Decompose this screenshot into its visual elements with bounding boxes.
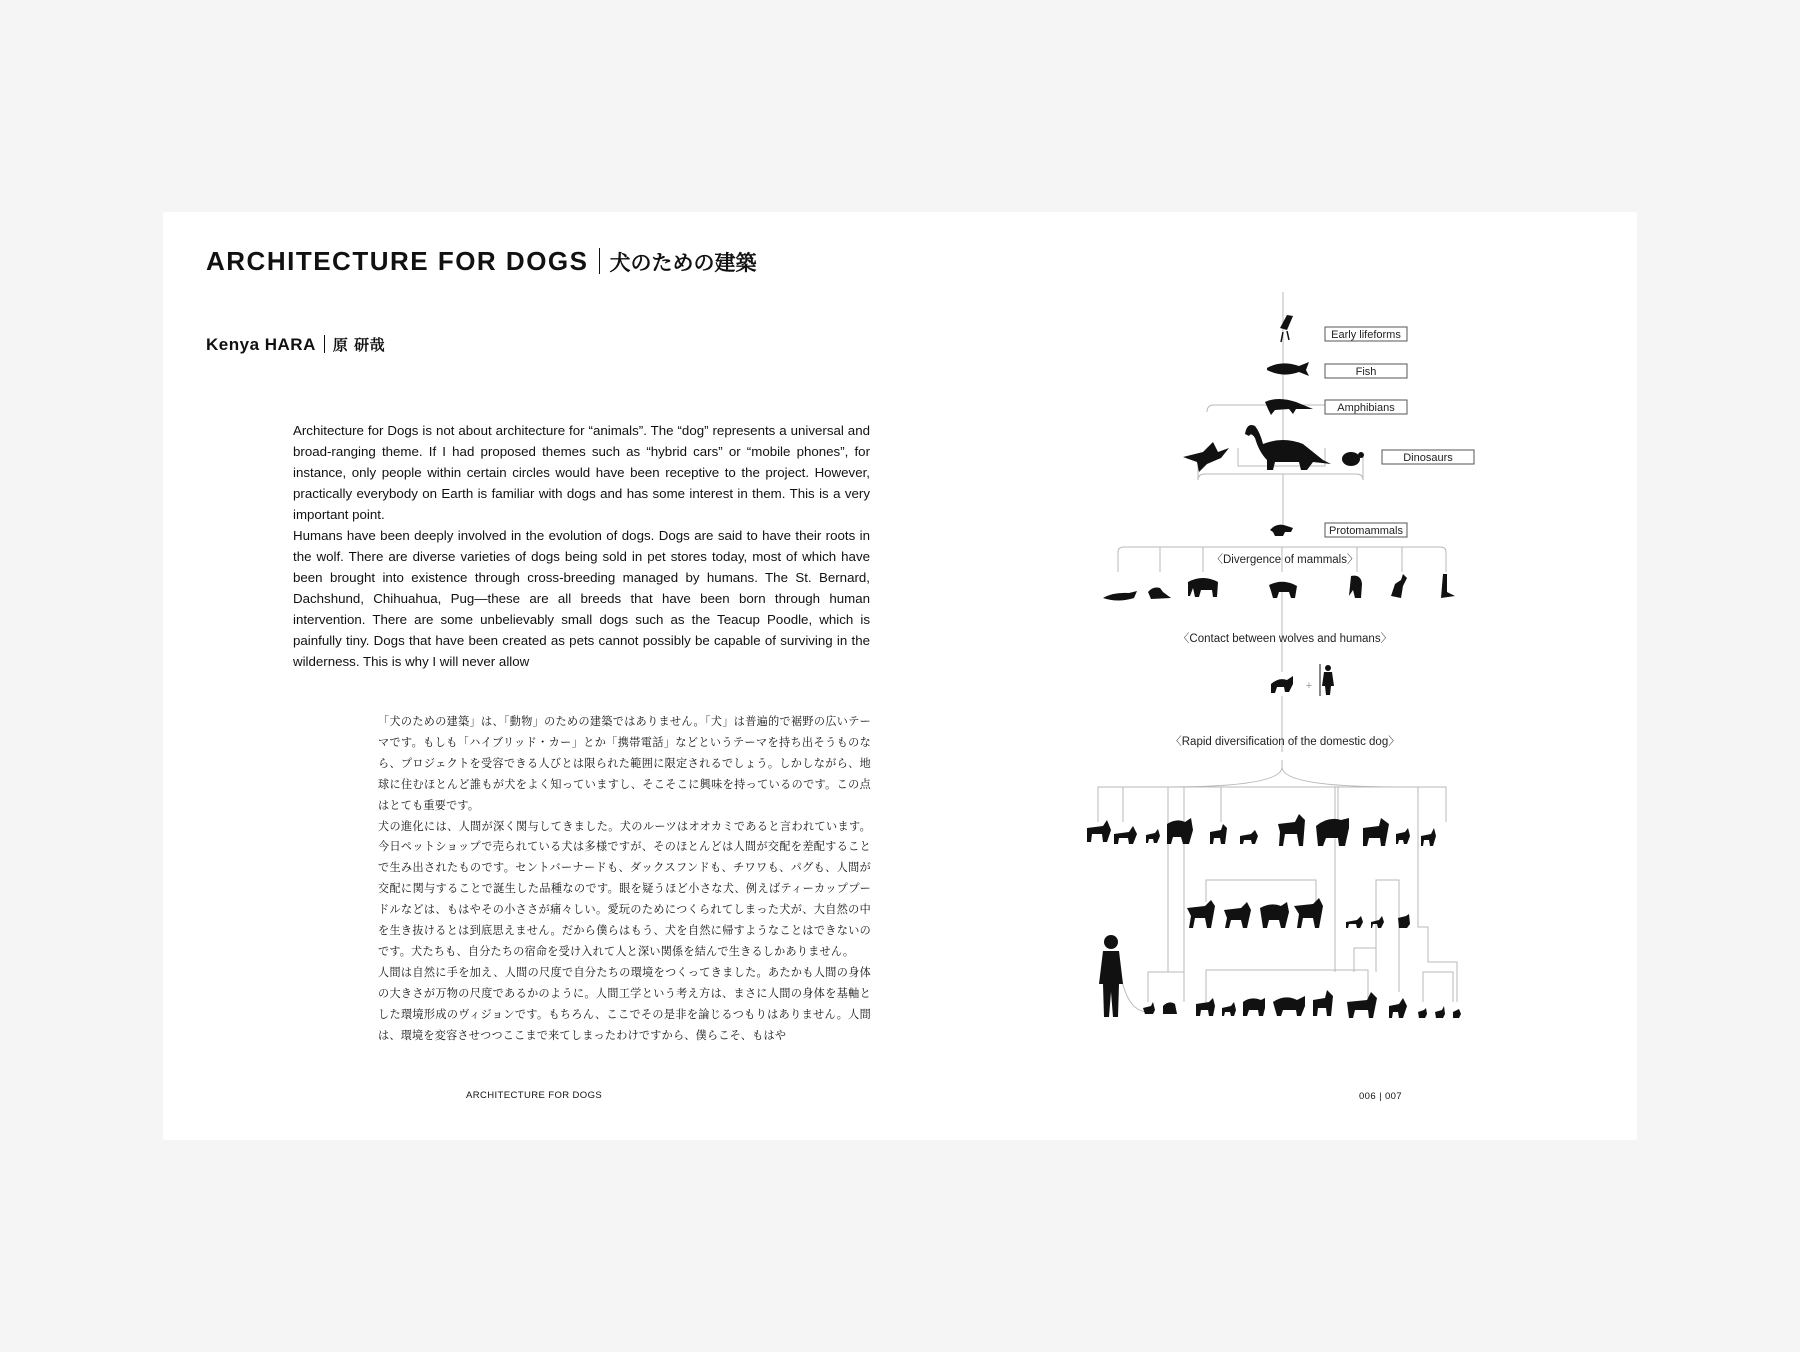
japanese-paragraph: 人間は自然に手を加え、人間の尺度で自分たちの環境をつくってきました。あたかも人間の身体の大きさが万物の尺度であるかのように。人間工学という考え方は、まさに人間の身体を基軸とした環境形成のヴィジョンです。もちろん、ここでその是非を論じるつもりはありません。人間は、環境を変容させつつここまで来てしまったわけですから、僕らこそ、もはや	[378, 965, 871, 1042]
english-paragraph: Architecture for Dogs is not about architecture for “animals”. The “dog” represents a universal and broad-ranging theme. If I had proposed themes such as “hybrid cars” or “mobile phones”, for instance, only people within certain circles would have been receptive to the project. However, practically everybody on Earth is familiar with dogs and has some interest in them. This is a very important point.	[293, 423, 870, 522]
dog-breed-icon	[1453, 1009, 1461, 1018]
dog-breed-icon	[1398, 914, 1410, 928]
dog-breed-icon	[1222, 1002, 1236, 1016]
caption-wolves-and-humans: 〈Contact between wolves and humans〉	[1177, 633, 1393, 645]
dog-breed-icon	[1167, 818, 1193, 844]
label-text: Amphibians	[1337, 402, 1395, 414]
label-text: Protomammals	[1329, 525, 1403, 537]
dog-breed-icon	[1294, 898, 1323, 928]
seal-icon	[1148, 588, 1171, 600]
early-lifeform-icon	[1280, 315, 1293, 342]
japanese-paragraph: 「犬のための建築」は、「動物」のための建築ではありません。「犬」は普遍的で裾野の広いテーマです。もしも「ハイブリッド・カー」とか「携帯電話」などというテーマを持ち出そうものなら、プロジェクトを受容できる人びとは限られた範囲に限定されるでしょう。しかしながら、地球に住むほとんど誰もが犬をよく知っていますし、そこそこに興味を持っているのです。この点はとても重要です。	[378, 715, 871, 812]
dog-breed-icon	[1396, 828, 1410, 844]
dog-breed-icon	[1240, 830, 1258, 844]
turtle-icon	[1342, 452, 1364, 466]
bear-icon	[1269, 582, 1297, 598]
dog-breed-icon	[1260, 902, 1289, 928]
label-fish	[1325, 364, 1407, 378]
title-en: ARCHITECTURE FOR DOGS	[206, 246, 589, 276]
dog-breed-icon	[1418, 1008, 1427, 1018]
kangaroo-icon	[1391, 574, 1407, 598]
amphibian-icon	[1265, 399, 1313, 415]
label-text: Early lifeforms	[1331, 329, 1401, 341]
dog-breed-icon	[1224, 902, 1251, 928]
page-numbers: 006 | 007	[1359, 1091, 1403, 1102]
label-text: Fish	[1355, 366, 1377, 378]
dog-breed-icon	[1316, 818, 1349, 846]
book-spread	[163, 212, 1637, 1140]
dog-breed-icon	[1146, 829, 1160, 843]
author-jp: 原 研哉	[332, 336, 386, 354]
elephant-icon	[1188, 578, 1218, 597]
dog-breed-icon	[1346, 916, 1363, 928]
whale-icon	[1103, 591, 1137, 601]
evolution-diagram	[163, 212, 1637, 1140]
dog-breed-icon	[1087, 820, 1111, 842]
plus-sign: +	[1305, 680, 1313, 692]
dog-breed-icon	[1389, 998, 1407, 1018]
human-figure-icon	[1099, 935, 1123, 1017]
label-text: Dinosaurs	[1403, 452, 1453, 464]
dog-breed-icon	[1347, 992, 1377, 1018]
dog-breed-icon	[1363, 818, 1389, 846]
dog-breed-icon	[1163, 1002, 1177, 1014]
pterosaur-icon	[1183, 442, 1229, 472]
meerkat-icon	[1441, 574, 1455, 598]
dog-breed-icon	[1313, 990, 1333, 1016]
label-amphibians	[1325, 400, 1407, 414]
label-protomammals	[1325, 523, 1407, 537]
early-human-icon	[1320, 664, 1334, 696]
dog-breed-icon	[1278, 814, 1305, 846]
primate-icon	[1349, 576, 1362, 598]
english-paragraph: Humans have been deeply involved in the evolution of dogs. Dogs are said to have their roots in the wolf. There are diverse varieties of dogs being sold in pet stores today, most of which have been brought into existence through cross-breeding managed by humans. The St. Bernard, Dachshund, Chihuahua, Pug—these are all breeds that have been born through human intervention. There are some unbelievably small dogs such as the Teacup Poodle, which is painfully tiny. Dogs that have been created as pets cannot possibly be capable of surviving in the wilderness. This is why I will never allow	[293, 528, 870, 669]
dog-breed-icon	[1421, 828, 1436, 846]
caption-rapid-diversification: 〈Rapid diversification of the domestic dog〉	[1170, 736, 1400, 748]
protomammal-icon	[1270, 525, 1293, 536]
author-en: Kenya HARA	[206, 335, 316, 354]
dog-breed-icon	[1273, 996, 1305, 1016]
fish-icon	[1267, 362, 1309, 376]
label-dinosaurs	[1382, 450, 1474, 464]
dog-breed-icon	[1371, 916, 1384, 928]
dog-breed-icon	[1210, 824, 1227, 844]
wolf-icon	[1271, 676, 1293, 693]
dog-breed-icon	[1114, 826, 1137, 844]
dog-breed-icon	[1435, 1006, 1445, 1018]
dog-breed-icon	[1187, 900, 1215, 928]
japanese-paragraph: 犬の進化には、人間が深く関与してきました。犬のルーツはオオカミであると言われています。今日ペットショップで売られている犬は多様ですが、そのほとんどは人間が交配を差配することで生み出されたものです。セントバーナードも、ダックスフンドも、チワワも、パグも、人間が交配に関与することで誕生した品種なのです。眼を疑うほど小さな犬、例えばティーカッププードルなどは、もはやその小ささが痛々しい。愛玩のためにつくられてしまった犬が、大自然の中を生き抜けるとは到底思えません。だから僕らはもう、犬を自然に帰すようなことはできないのです。犬たちも、自分たちの宿命を受け入れて人と深い関係を結んで生きるしかありません。	[378, 819, 871, 958]
dog-breed-icon	[1143, 1002, 1155, 1014]
running-footer: ARCHITECTURE FOR DOGS	[466, 1090, 603, 1101]
label-early-lifeforms	[1325, 327, 1407, 341]
title-jp: 犬のための建築	[609, 251, 757, 275]
dog-breed-icon	[1243, 998, 1265, 1016]
sauropod-icon	[1245, 425, 1331, 470]
caption-divergence-of-mammals: 〈Divergence of mammals〉	[1211, 554, 1359, 566]
